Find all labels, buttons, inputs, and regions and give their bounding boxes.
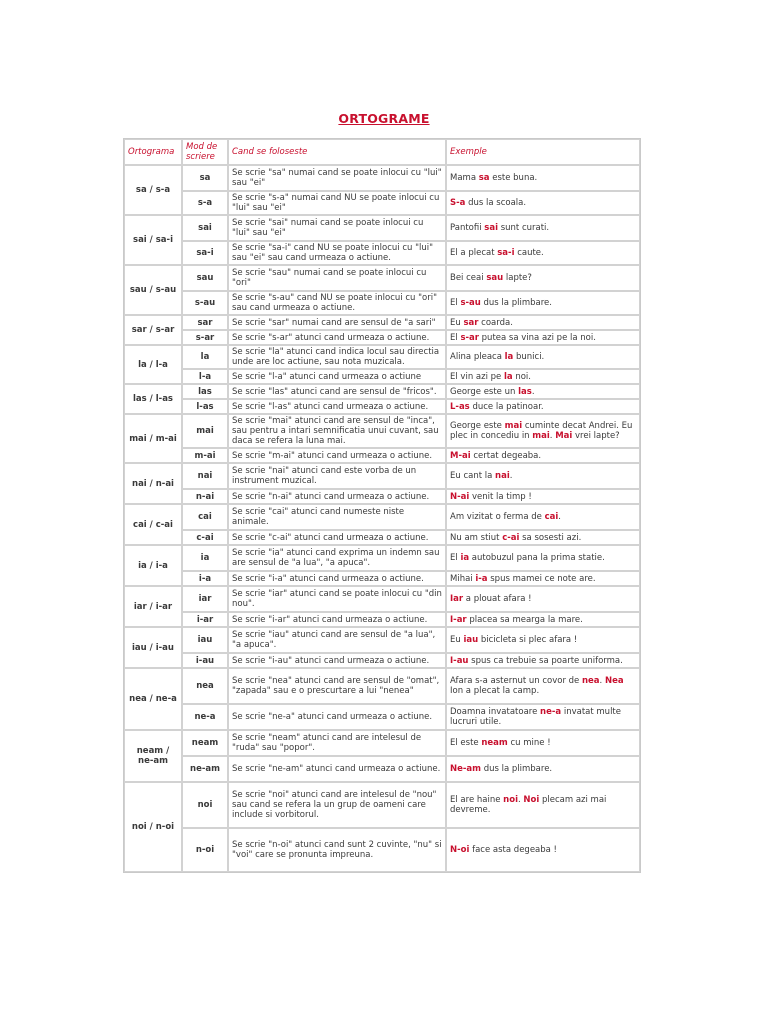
example-cell bbox=[446, 612, 640, 627]
example-text: El bbox=[450, 298, 461, 308]
example-text: El bbox=[450, 332, 461, 343]
example-text: spus mamei ce note are. bbox=[487, 573, 596, 584]
example-text: Pantofii bbox=[450, 223, 485, 233]
mod-de-scriere-cell: sa bbox=[182, 165, 228, 191]
header-row bbox=[124, 139, 640, 165]
table-row bbox=[124, 730, 640, 756]
table-row bbox=[124, 414, 640, 448]
example-highlight: sai bbox=[484, 223, 499, 233]
table-row bbox=[124, 545, 640, 571]
example-highlight: i-a bbox=[475, 573, 488, 584]
mod-de-scriere-cell: c-ai bbox=[182, 530, 228, 545]
example-text: caute. bbox=[514, 248, 544, 258]
table-row bbox=[124, 291, 640, 315]
example-cell bbox=[446, 704, 640, 730]
table-row bbox=[124, 504, 640, 530]
ortograma-cell: iau / i-au bbox=[124, 627, 182, 668]
mod-de-scriere-cell: mai bbox=[182, 414, 228, 448]
example-highlight: s-ar bbox=[460, 332, 479, 343]
example-cell bbox=[446, 291, 640, 315]
example-cell bbox=[446, 414, 640, 448]
example-cell bbox=[446, 241, 640, 265]
rule-cell: Se scrie "s-ar" atunci cand urmeaza o actiune. bbox=[228, 330, 446, 345]
table-row bbox=[124, 627, 640, 653]
mod-de-scriere-cell: i-ar bbox=[182, 612, 228, 627]
example-text: autobuzul pana la prima statie. bbox=[469, 553, 605, 563]
example-text: a plouat afara ! bbox=[463, 594, 532, 604]
example-text: plecam azi mai devreme. bbox=[450, 795, 607, 815]
table-row bbox=[124, 330, 640, 345]
mod-de-scriere-cell: ia bbox=[182, 545, 228, 571]
table-row bbox=[124, 215, 640, 241]
example-text: noi. bbox=[512, 371, 531, 382]
example-text: venit la timp ! bbox=[469, 491, 532, 502]
example-text: . bbox=[549, 431, 556, 441]
example-highlight: Noi bbox=[523, 795, 540, 805]
rule-cell: Se scrie "sa" numai cand se poate inlocui cu "lui" sau "ei" bbox=[228, 165, 446, 191]
example-text: Nu am stiut bbox=[450, 532, 503, 543]
example-text: . bbox=[558, 512, 561, 522]
header-exemple: Exemple bbox=[446, 139, 640, 165]
example-text: George este un bbox=[450, 386, 519, 397]
example-cell bbox=[446, 399, 640, 414]
mod-de-scriere-cell: m-ai bbox=[182, 448, 228, 463]
example-text: cuminte decat Andrei. Eu plec in concediu in bbox=[450, 421, 633, 441]
example-highlight: Mai bbox=[555, 431, 573, 441]
rule-cell: Se scrie "s-a" numai cand NU se poate inlocui cu "lui" sau "ei" bbox=[228, 191, 446, 215]
rule-cell: Se scrie "noi" atunci cand are intelesul de "nou" sau cand se refera la un grup de oameni care include si vorbitorul. bbox=[228, 782, 446, 828]
example-highlight: mai bbox=[504, 421, 523, 431]
example-highlight: iau bbox=[463, 635, 479, 645]
table-row bbox=[124, 191, 640, 215]
mod-de-scriere-cell: l-as bbox=[182, 399, 228, 414]
example-highlight: sar bbox=[463, 317, 479, 328]
rule-cell: Se scrie "s-au" cand NU se poate inlocui cu "ori" sau cand urmeaza o actiune. bbox=[228, 291, 446, 315]
example-text: placea sa mearga la mare. bbox=[466, 614, 583, 625]
example-cell bbox=[446, 448, 640, 463]
rule-cell: Se scrie "ne-a" atunci cand urmeaza o actiune. bbox=[228, 704, 446, 730]
example-highlight: sa-i bbox=[497, 248, 515, 258]
example-text: dus la scoala. bbox=[465, 198, 527, 208]
mod-de-scriere-cell: la bbox=[182, 345, 228, 369]
example-cell bbox=[446, 315, 640, 330]
mod-de-scriere-cell: las bbox=[182, 384, 228, 399]
mod-de-scriere-cell: iau bbox=[182, 627, 228, 653]
example-text: Am vizitat o ferma de bbox=[450, 512, 545, 522]
example-highlight: Ne-am bbox=[450, 764, 481, 774]
example-cell bbox=[446, 215, 640, 241]
table-row bbox=[124, 345, 640, 369]
mod-de-scriere-cell: iar bbox=[182, 586, 228, 612]
rule-cell: Se scrie "l-a" atunci cand urmeaza o actiune bbox=[228, 369, 446, 384]
example-text: Doamna invatatoare bbox=[450, 707, 541, 717]
example-cell bbox=[446, 545, 640, 571]
rule-cell: Se scrie "sai" numai cand se poate inlocui cu "lui" sau "ei" bbox=[228, 215, 446, 241]
example-text: . bbox=[517, 795, 524, 805]
example-text: . bbox=[599, 676, 605, 686]
example-cell bbox=[446, 165, 640, 191]
rule-cell: Se scrie "iau" atunci cand are sensul de "a lua", "a apuca". bbox=[228, 627, 446, 653]
rule-cell: Se scrie "ia" atunci cand exprima un indemn sau are sensul de "a lua", "a apuca". bbox=[228, 545, 446, 571]
table-row bbox=[124, 668, 640, 704]
example-text: El este bbox=[450, 738, 482, 748]
ortograma-cell: la / l-a bbox=[124, 345, 182, 384]
example-text: Afara s-a asternut un covor de bbox=[450, 676, 582, 686]
example-cell bbox=[446, 384, 640, 399]
example-cell bbox=[446, 782, 640, 828]
example-text: sa sosesti azi. bbox=[519, 532, 582, 543]
example-text: certat degeaba. bbox=[470, 450, 542, 461]
table-row bbox=[124, 586, 640, 612]
rule-cell: Se scrie "i-au" atunci cand urmeaza o actiune. bbox=[228, 653, 446, 668]
rule-cell: Se scrie "sar" numai cand are sensul de "a sari" bbox=[228, 315, 446, 330]
table-row bbox=[124, 315, 640, 330]
ortograma-cell: sai / sa-i bbox=[124, 215, 182, 265]
example-text: dus la plimbare. bbox=[480, 298, 552, 308]
mod-de-scriere-cell: s-au bbox=[182, 291, 228, 315]
example-highlight: nea bbox=[581, 676, 600, 686]
ortograma-cell: sar / s-ar bbox=[124, 315, 182, 345]
ortograma-cell: las / l-as bbox=[124, 384, 182, 414]
example-cell bbox=[446, 730, 640, 756]
mod-de-scriere-cell: noi bbox=[182, 782, 228, 828]
header-cand-se-foloseste: Cand se foloseste bbox=[228, 139, 446, 165]
example-highlight: N-oi bbox=[450, 845, 470, 855]
mod-de-scriere-cell: n-oi bbox=[182, 828, 228, 872]
rule-cell: Se scrie "m-ai" atunci cand urmeaza o actiune. bbox=[228, 448, 446, 463]
table-row bbox=[124, 612, 640, 627]
mod-de-scriere-cell: i-a bbox=[182, 571, 228, 586]
example-highlight: ne-a bbox=[540, 707, 562, 717]
rule-cell: Se scrie "i-a" atunci cand urmeaza o actiune. bbox=[228, 571, 446, 586]
rule-cell: Se scrie "cai" atunci cand numeste niste animale. bbox=[228, 504, 446, 530]
table-row bbox=[124, 265, 640, 291]
example-highlight: sau bbox=[486, 273, 504, 283]
mod-de-scriere-cell: neam bbox=[182, 730, 228, 756]
example-text: El a plecat bbox=[450, 248, 498, 258]
example-cell bbox=[446, 668, 640, 704]
mod-de-scriere-cell: sa-i bbox=[182, 241, 228, 265]
example-cell bbox=[446, 627, 640, 653]
example-highlight: cai bbox=[544, 512, 559, 522]
rule-cell: Se scrie "ne-am" atunci cand urmeaza o actiune. bbox=[228, 756, 446, 782]
example-text: Eu bbox=[450, 317, 464, 328]
example-highlight: neam bbox=[481, 738, 508, 748]
example-text: El are haine bbox=[450, 795, 504, 805]
example-highlight: c-ai bbox=[502, 532, 520, 543]
example-text: invatat multe lucruri utile. bbox=[450, 707, 621, 727]
mod-de-scriere-cell: sar bbox=[182, 315, 228, 330]
ortograma-cell: cai / c-ai bbox=[124, 504, 182, 545]
example-highlight: s-au bbox=[460, 298, 481, 308]
mod-de-scriere-cell: ne-am bbox=[182, 756, 228, 782]
example-cell bbox=[446, 756, 640, 782]
rule-cell: Se scrie "n-oi" atunci cand sunt 2 cuvinte, "nu" si "voi" care se pronunta impreuna. bbox=[228, 828, 446, 872]
example-text: sunt curati. bbox=[498, 223, 550, 233]
mod-de-scriere-cell: i-au bbox=[182, 653, 228, 668]
example-cell bbox=[446, 586, 640, 612]
rule-cell: Se scrie "sau" numai cand se poate inlocui cu "ori" bbox=[228, 265, 446, 291]
example-highlight: la bbox=[503, 371, 513, 382]
table-row bbox=[124, 756, 640, 782]
table-row bbox=[124, 241, 640, 265]
example-text: El bbox=[450, 553, 461, 563]
mod-de-scriere-cell: sai bbox=[182, 215, 228, 241]
example-cell bbox=[446, 330, 640, 345]
table-row bbox=[124, 463, 640, 489]
rule-cell: Se scrie "nea" atunci cand are sensul de "omat", "zapada" sau e o prescurtare a lui "nenea" bbox=[228, 668, 446, 704]
ortograma-cell: iar / i-ar bbox=[124, 586, 182, 627]
example-highlight: ia bbox=[460, 553, 470, 563]
example-cell bbox=[446, 265, 640, 291]
ortograme-table bbox=[123, 138, 641, 873]
example-cell bbox=[446, 191, 640, 215]
ortograma-cell: nea / ne-a bbox=[124, 668, 182, 730]
example-text: Mihai bbox=[450, 573, 476, 584]
header-ortograma: Ortograma bbox=[124, 139, 182, 165]
example-text: George este bbox=[450, 421, 505, 431]
example-cell bbox=[446, 489, 640, 504]
example-highlight: N-ai bbox=[450, 491, 470, 502]
example-text: duce la patinoar. bbox=[469, 401, 544, 412]
example-text: bicicleta si plec afara ! bbox=[478, 635, 578, 645]
example-text: . bbox=[531, 386, 535, 397]
rule-cell: Se scrie "la" atunci cand indica locul sau directia unde are loc actiune, sau nota muzicala. bbox=[228, 345, 446, 369]
ortograma-cell: noi / n-oi bbox=[124, 782, 182, 872]
table-row bbox=[124, 489, 640, 504]
ortograma-cell: neam / ne-am bbox=[124, 730, 182, 782]
rule-cell: Se scrie "sa-i" cand NU se poate inlocui cu "lui" sau "ei" sau cand urmeaza o actiune. bbox=[228, 241, 446, 265]
table-row bbox=[124, 571, 640, 586]
table-row bbox=[124, 704, 640, 730]
rule-cell: Se scrie "n-ai" atunci cand urmeaza o actiune. bbox=[228, 489, 446, 504]
page-title: ORTOGRAME bbox=[338, 111, 430, 126]
example-text: Ion a plecat la camp. bbox=[450, 686, 540, 696]
mod-de-scriere-cell: s-a bbox=[182, 191, 228, 215]
ortograma-cell: sa / s-a bbox=[124, 165, 182, 215]
mod-de-scriere-cell: nea bbox=[182, 668, 228, 704]
rule-cell: Se scrie "l-as" atunci cand urmeaza o actiune. bbox=[228, 399, 446, 414]
ortograma-cell: sau / s-au bbox=[124, 265, 182, 315]
table-row bbox=[124, 165, 640, 191]
ortograma-cell: nai / n-ai bbox=[124, 463, 182, 504]
example-cell bbox=[446, 345, 640, 369]
example-text: cu mine ! bbox=[507, 738, 551, 748]
example-highlight: M-ai bbox=[450, 450, 471, 461]
table-row bbox=[124, 782, 640, 828]
mod-de-scriere-cell: cai bbox=[182, 504, 228, 530]
table-body bbox=[124, 165, 640, 872]
mod-de-scriere-cell: nai bbox=[182, 463, 228, 489]
example-highlight: Nea bbox=[604, 676, 624, 686]
example-text: . bbox=[509, 471, 513, 481]
rule-cell: Se scrie "iar" atunci cand se poate inlocui cu "din nou". bbox=[228, 586, 446, 612]
example-highlight: mai bbox=[532, 431, 550, 441]
example-text: face asta degeaba ! bbox=[469, 845, 557, 855]
rule-cell: Se scrie "mai" atunci cand are sensul de "inca", sau pentru a intari semnificatia unui cuvant, sau daca se refera la luna mai. bbox=[228, 414, 446, 448]
example-highlight: nai bbox=[495, 471, 510, 481]
table-row bbox=[124, 653, 640, 668]
example-text: Alina pleaca bbox=[450, 352, 505, 362]
table-row bbox=[124, 530, 640, 545]
mod-de-scriere-cell: sau bbox=[182, 265, 228, 291]
table-row bbox=[124, 369, 640, 384]
mod-de-scriere-cell: s-ar bbox=[182, 330, 228, 345]
example-text: putea sa vina azi pe la noi. bbox=[478, 332, 596, 343]
table-header bbox=[124, 139, 640, 165]
example-cell bbox=[446, 504, 640, 530]
example-cell bbox=[446, 530, 640, 545]
example-highlight: I-ar bbox=[450, 614, 467, 625]
example-text: Bei ceai bbox=[450, 273, 487, 283]
example-text: Mama bbox=[450, 173, 479, 183]
rule-cell: Se scrie "c-ai" atunci cand urmeaza o actiune. bbox=[228, 530, 446, 545]
example-text: bunici. bbox=[513, 352, 545, 362]
example-cell bbox=[446, 828, 640, 872]
example-highlight: las bbox=[518, 386, 532, 397]
example-cell bbox=[446, 463, 640, 489]
example-text: coarda. bbox=[478, 317, 513, 328]
ortograma-cell: ia / i-a bbox=[124, 545, 182, 586]
example-cell bbox=[446, 653, 640, 668]
example-text: spus ca trebuie sa poarte uniforma. bbox=[468, 655, 623, 666]
ortograma-cell: mai / m-ai bbox=[124, 414, 182, 463]
rule-cell: Se scrie "i-ar" atunci cand urmeaza o actiune. bbox=[228, 612, 446, 627]
example-text: lapte? bbox=[503, 273, 532, 283]
example-highlight: noi bbox=[503, 795, 518, 805]
table-row bbox=[124, 828, 640, 872]
mod-de-scriere-cell: l-a bbox=[182, 369, 228, 384]
example-highlight: la bbox=[504, 352, 514, 362]
table-row bbox=[124, 384, 640, 399]
example-text: dus la plimbare. bbox=[481, 764, 553, 774]
mod-de-scriere-cell: ne-a bbox=[182, 704, 228, 730]
table-row bbox=[124, 399, 640, 414]
example-text: este buna. bbox=[489, 173, 538, 183]
example-cell bbox=[446, 369, 640, 384]
example-highlight: sa bbox=[478, 173, 490, 183]
example-cell bbox=[446, 571, 640, 586]
header-mod-de-scriere: Mod de scriere bbox=[182, 139, 228, 165]
rule-cell: Se scrie "neam" atunci cand are intelesul de "ruda" sau "popor". bbox=[228, 730, 446, 756]
example-text: Eu bbox=[450, 635, 464, 645]
mod-de-scriere-cell: n-ai bbox=[182, 489, 228, 504]
example-text: Eu cant la bbox=[450, 471, 496, 481]
rule-cell: Se scrie "nai" atunci cand este vorba de un instrument muzical. bbox=[228, 463, 446, 489]
example-text: vrei lapte? bbox=[572, 431, 620, 441]
example-text: El vin azi pe bbox=[450, 371, 504, 382]
example-highlight: Iar bbox=[450, 594, 464, 604]
rule-cell: Se scrie "las" atunci cand are sensul de "fricos". bbox=[228, 384, 446, 399]
example-highlight: L-as bbox=[450, 401, 470, 412]
example-highlight: S-a bbox=[450, 198, 466, 208]
table-row bbox=[124, 448, 640, 463]
example-highlight: I-au bbox=[450, 655, 469, 666]
